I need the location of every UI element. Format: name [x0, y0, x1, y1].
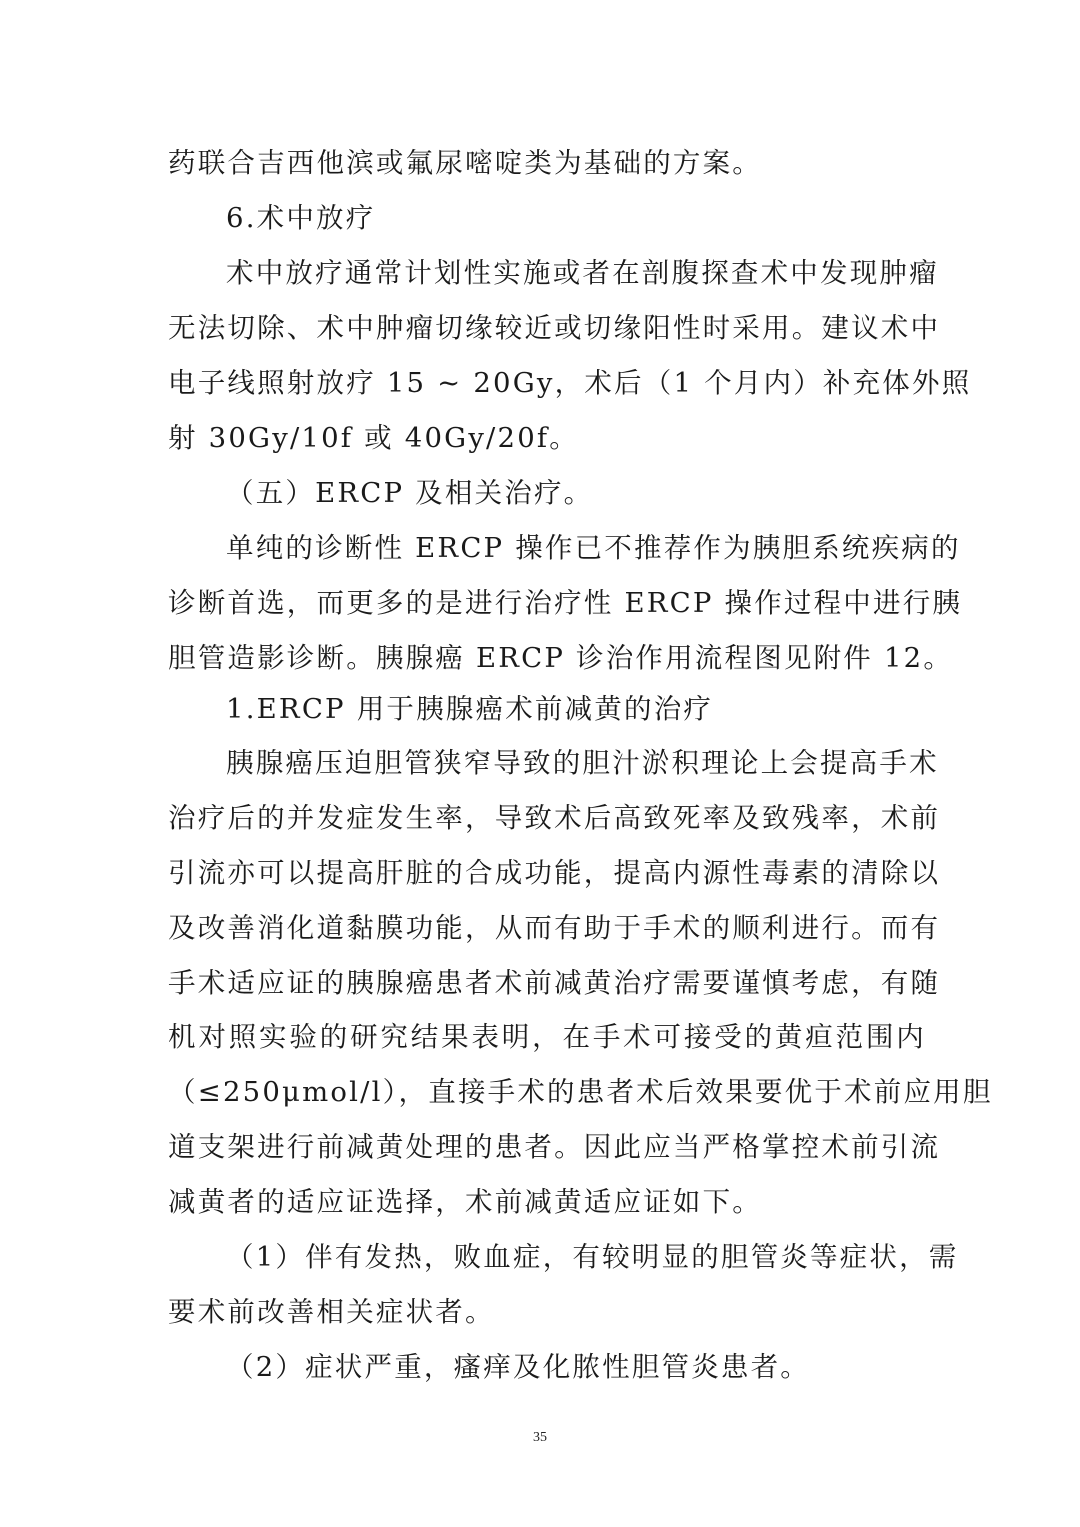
- text-line: （≤250μmol/l），直接手术的患者术后效果要优于术前应用胆: [168, 1076, 993, 1108]
- text-line: 射 30Gy/10f 或 40Gy/20f。: [168, 422, 579, 454]
- text-line: 电子线照射放疗 15 ~ 20Gy，术后（1 个月内）补充体外照: [168, 367, 972, 399]
- section-heading: 6.术中放疗: [226, 202, 376, 234]
- text-line: 药联合吉西他滨或氟尿嘧啶类为基础的方案。: [168, 147, 762, 179]
- section-heading: 1.ERCP 用于胰腺癌术前减黄的治疗: [226, 693, 714, 725]
- list-item: （1）伴有发热，败血症，有较明显的胆管炎等症状，需: [226, 1241, 959, 1273]
- text-line: 无法切除、术中肿瘤切缘较近或切缘阳性时采用。建议术中: [168, 312, 941, 344]
- text-line: 治疗后的并发症发生率，导致术后高致死率及致残率，术前: [168, 802, 941, 834]
- text-line: 手术适应证的胰腺癌患者术前减黄治疗需要谨慎考虑，有随: [168, 967, 941, 999]
- text-line: 引流亦可以提高肝脏的合成功能，提高内源性毒素的清除以: [168, 857, 941, 889]
- text-line: 胆管造影诊断。胰腺癌 ERCP 诊治作用流程图见附件 12。: [168, 642, 954, 674]
- text-line: 道支架进行前减黄处理的患者。因此应当严格掌控术前引流: [168, 1131, 941, 1163]
- text-line: 术中放疗通常计划性实施或者在剖腹探查术中发现肿瘤: [226, 257, 939, 289]
- section-heading: （五）ERCP 及相关治疗。: [226, 477, 594, 509]
- text-line: 胰腺癌压迫胆管狭窄导致的胆汁淤积理论上会提高手术: [226, 747, 939, 779]
- text-line: 单纯的诊断性 ERCP 操作已不推荐作为胰胆系统疾病的: [226, 532, 961, 564]
- text-line: 减黄者的适应证选择，术前减黄适应证如下。: [168, 1186, 762, 1218]
- page-number: 35: [533, 1430, 547, 1445]
- text-line: 机对照实验的研究结果表明，在手术可接受的黄疸范围内: [168, 1021, 926, 1053]
- text-line: 及改善消化道黏膜功能，从而有助于手术的顺利进行。而有: [168, 912, 941, 944]
- list-item-continuation: 要术前改善相关症状者。: [168, 1296, 495, 1328]
- text-line: 诊断首选，而更多的是进行治疗性 ERCP 操作过程中进行胰: [168, 587, 963, 619]
- list-item: （2）症状严重，瘙痒及化脓性胆管炎患者。: [226, 1351, 810, 1383]
